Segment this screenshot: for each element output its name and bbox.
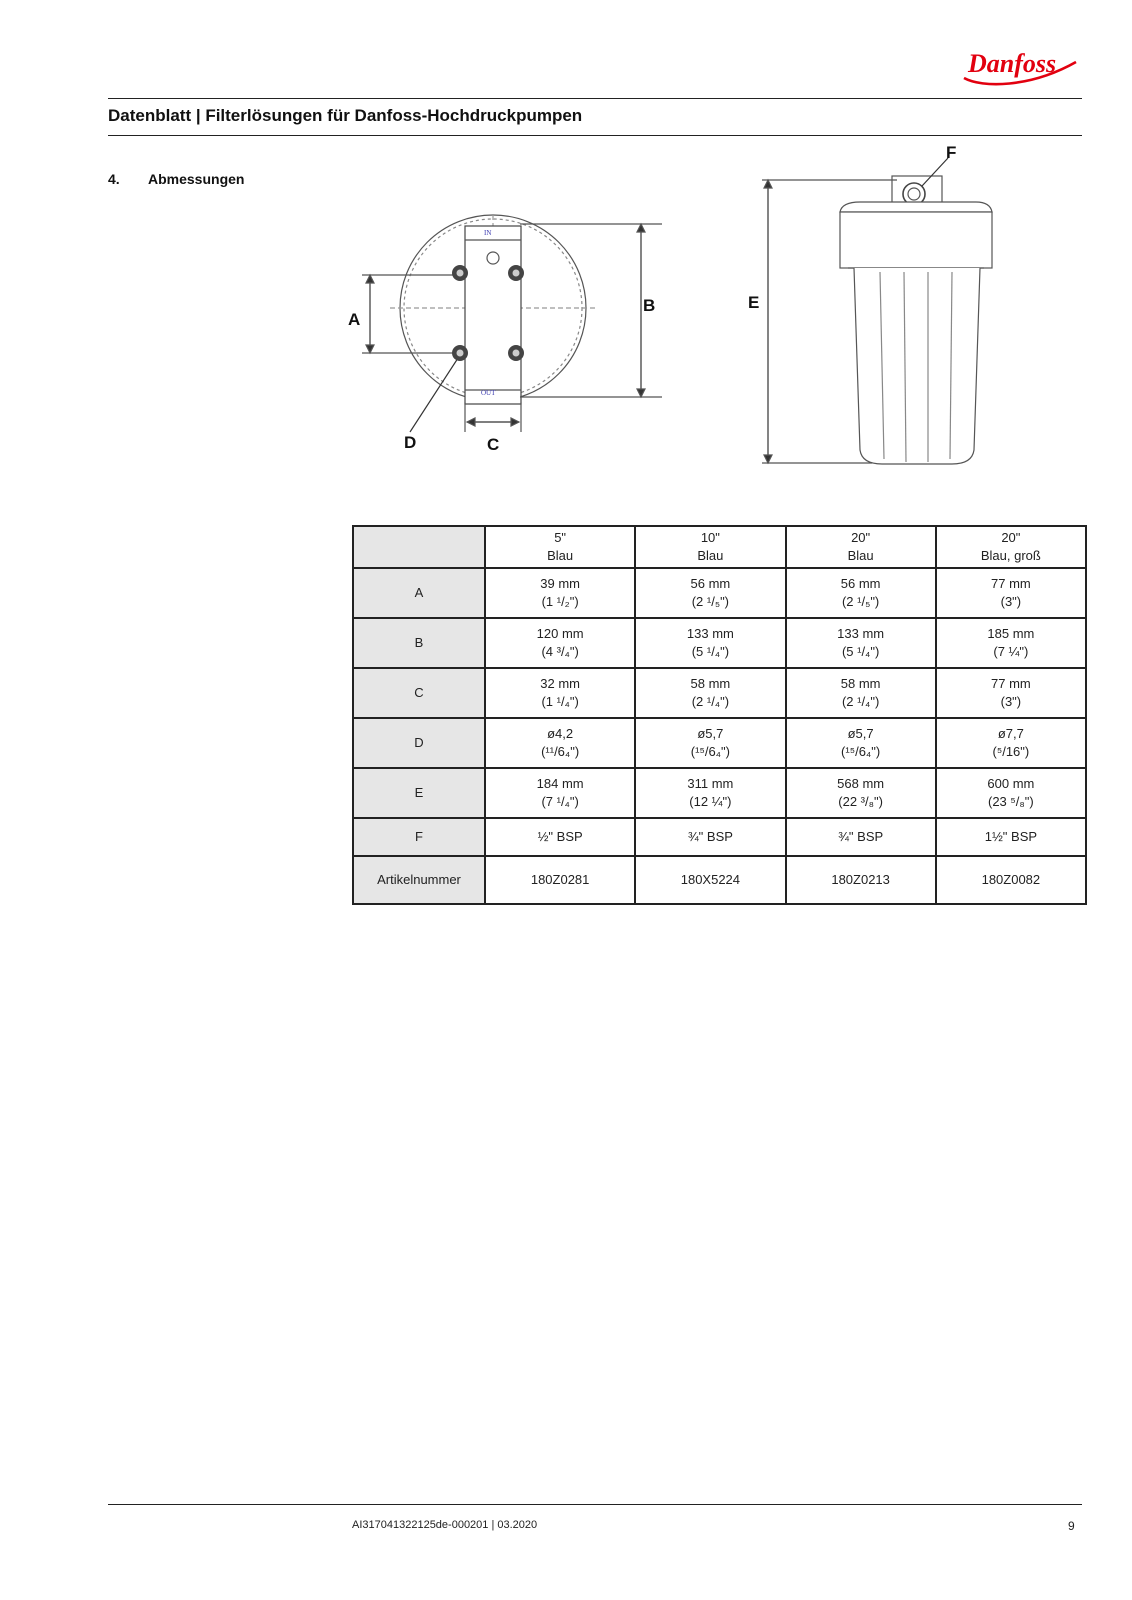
- table-cell: 77 mm (3"): [936, 568, 1086, 618]
- table-corner-cell: [353, 526, 485, 568]
- section-title: Abmessungen: [148, 171, 245, 187]
- row-header: A: [353, 568, 485, 618]
- table-cell: 311 mm (12 ¼"): [635, 768, 785, 818]
- dimension-label-b: B: [643, 296, 656, 315]
- table-cell: 180Z0213: [786, 856, 936, 904]
- table-cell: 180X5224: [635, 856, 785, 904]
- table-cell: 133 mm (5 ¹/₄"): [635, 618, 785, 668]
- column-header: 5" Blau: [485, 526, 635, 568]
- section-number: 4.: [108, 171, 120, 187]
- dimension-label-a: A: [348, 310, 361, 329]
- header-rule-top: [108, 98, 1082, 99]
- document-title: Datenblatt | Filterlösungen für Danfoss-Hochdruckpumpen: [108, 106, 583, 125]
- svg-text:OUT: OUT: [481, 389, 496, 397]
- table-cell: 120 mm (4 ³/₄"): [485, 618, 635, 668]
- row-header: E: [353, 768, 485, 818]
- table-cell: 184 mm (7 ¹/₄"): [485, 768, 635, 818]
- dimensions-table: [352, 525, 1087, 905]
- column-header: 10" Blau: [635, 526, 785, 568]
- row-header: D: [353, 718, 485, 768]
- dimension-label-c: C: [487, 435, 500, 454]
- dimension-label-f: F: [946, 143, 957, 162]
- filter-top-view-diagram: [350, 210, 680, 460]
- table-row: [353, 668, 1086, 718]
- table-cell: 39 mm (1 ¹/₂"): [485, 568, 635, 618]
- dimension-label-e: E: [748, 293, 760, 312]
- column-header: 20" Blau: [786, 526, 936, 568]
- filter-side-view-diagram: [748, 143, 1032, 484]
- header-rule-bottom: [108, 135, 1082, 136]
- table-row: [353, 568, 1086, 618]
- footer-rule: [108, 1504, 1082, 1505]
- table-header-row: [353, 526, 1086, 568]
- danfoss-logo: [960, 44, 1080, 90]
- table-row: [353, 618, 1086, 668]
- svg-text:Danfoss: Danfoss: [968, 49, 1057, 78]
- table-cell: 58 mm (2 ¹/₄"): [635, 668, 785, 718]
- table-cell: ø5,7 (¹⁵/6₄"): [786, 718, 936, 768]
- table-row-article: [353, 856, 1086, 904]
- table-cell: 56 mm (2 ¹/₅"): [635, 568, 785, 618]
- table-cell: ø4,2 (¹¹/6₄"): [485, 718, 635, 768]
- table-cell: 180Z0281: [485, 856, 635, 904]
- row-header: F: [353, 818, 485, 856]
- table-row: [353, 768, 1086, 818]
- table-cell: 600 mm (23 ⁵/₈"): [936, 768, 1086, 818]
- page-number: 9: [1068, 1519, 1075, 1533]
- table-cell: 1½" BSP: [936, 818, 1086, 856]
- row-header: B: [353, 618, 485, 668]
- row-header: C: [353, 668, 485, 718]
- table-cell: ø7,7 (⁵/16"): [936, 718, 1086, 768]
- table-cell: 185 mm (7 ¼"): [936, 618, 1086, 668]
- table-cell: 58 mm (2 ¹/₄"): [786, 668, 936, 718]
- table-cell: ¾" BSP: [786, 818, 936, 856]
- table-cell: ½" BSP: [485, 818, 635, 856]
- table-cell: 568 mm (22 ³/₈"): [786, 768, 936, 818]
- row-header: Artikelnummer: [353, 856, 485, 904]
- table-cell: 180Z0082: [936, 856, 1086, 904]
- table-cell: 77 mm (3"): [936, 668, 1086, 718]
- dimension-label-d: D: [404, 433, 417, 452]
- table-row: [353, 718, 1086, 768]
- column-header: 20" Blau, groß: [936, 526, 1086, 568]
- document-code: AI317041322125de-000201 | 03.2020: [352, 1519, 538, 1531]
- table-cell: 32 mm (1 ¹/₄"): [485, 668, 635, 718]
- table-cell: 133 mm (5 ¹/₄"): [786, 618, 936, 668]
- table-cell: ø5,7 (¹⁵/6₄"): [635, 718, 785, 768]
- table-row: [353, 818, 1086, 856]
- table-cell: 56 mm (2 ¹/₅"): [786, 568, 936, 618]
- svg-text:IN: IN: [484, 229, 492, 237]
- table-cell: ¾" BSP: [635, 818, 785, 856]
